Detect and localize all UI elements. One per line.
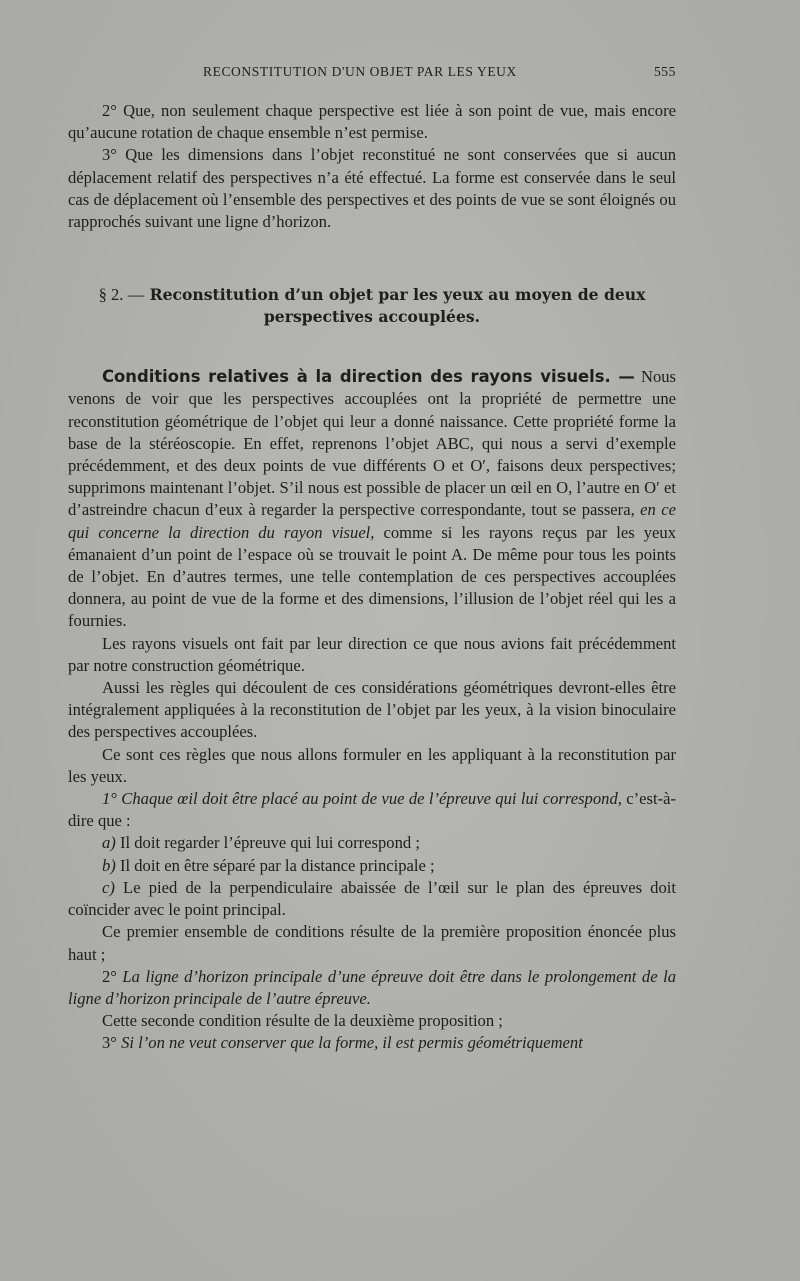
section-symbol: § 2. — (98, 285, 145, 305)
section-heading (68, 284, 676, 328)
running-title: RECONSTITUTION D'UN OBJET PAR LES YEUX (203, 64, 517, 79)
paragraph-rays: Les rayons visuels ont fait par leur direction ce que nous avions fait précédemment par notre construction géométrique. (68, 633, 676, 675)
rule-2-italic: La ligne d’horizon principale d’une épreuve doit être dans le prolongement de la ligne d’horizon principale de l’autre épreuve. (68, 966, 676, 1008)
sub-item-a (68, 832, 676, 854)
paragraph-rules: Aussi les règles qui découlent de ces considérations géométriques devront-elles être intégralement appliquées à la reconstitution de l’objet par les yeux, à la vision binoculaire des perspectives accouplées. (68, 678, 676, 742)
rule-1 (68, 788, 676, 832)
sub-item-b (68, 855, 676, 877)
sub-item-text: Le pied de la perpendiculaire abaissée de l’œil sur le plan des épreuves doit coïncider avec le point principal. (68, 877, 676, 920)
running-header (68, 64, 676, 84)
paragraph-conditions (68, 366, 676, 632)
sub-item-text: Il doit en être séparé par la distance principale ; (115, 855, 435, 875)
rule-1-rest: c’est-à-dire que : (68, 789, 677, 831)
rule-1-italic: 1° Chaque œil doit être placé au point de vue de l’épreuve qui lui correspond, (102, 789, 622, 809)
page-number: 555 (653, 64, 676, 79)
paragraph-proposition-2: 2° Que, non seulement chaque perspective est liée à son point de vue, mais encore qu’aucune rotation de chaque ensemble n’est permise. (68, 101, 676, 143)
page-body (68, 100, 676, 1055)
paragraph-formulate: Ce sont ces règles que nous allons formuler en les appliquant à la reconstitution par les yeux. (68, 744, 676, 786)
conditions-text-a: Nous venons de voir que les perspectives accouplées ont la propriété de permettre une reconstitution géométrique de l’objet qui leur a donné naissance. Cette propriété forme la base de la stéréoscopie. En effet, reprenons l’objet ABC, qui nous a servi d’exemple précédemment, et des deux points de vue différents O et O′, faisons deux perspectives; supprimons maintenant l’objet. S’il nous est possible de placer un œil en O, l’autre en O′ et d’astreindre chacun d’eux à regarder la perspective correspondante, tout se passera, (68, 367, 676, 520)
sub-item-text: Il doit regarder l’épreuve qui lui correspond ; (115, 833, 420, 853)
sub-item-c (68, 877, 676, 921)
rule-3-italic: Si l’on ne veut conserver que la forme, il est permis géométriquement (116, 1033, 583, 1053)
sub-item-letter: b) (102, 855, 116, 875)
rule-2 (68, 966, 676, 1010)
conditions-text-b: comme si les rayons reçus par les yeux émanaient d’un point de l’espace où se trouvait le point A. De même pour tous les points de l’objet. En d’autres termes, une telle contemplation de ces perspectives accouplées donnera, au point de vue de la forme et des dimensions, l’illusion de l’objet réel qui les a fournies. (68, 522, 677, 631)
rule-3 (68, 1032, 676, 1054)
paragraph-proposition-3: 3° Que les dimensions dans l’objet reconstitué ne sont conservées que si aucun déplacement relatif des perspectives n’a été effectué. La forme est conservée dans le seul cas de déplacement où l’ensemble des perspectives et des points de vue se sont éloignés ou rapprochés suivant une ligne d’horizon. (68, 145, 676, 232)
sub-item-letter: c) (102, 877, 115, 897)
conditions-text-italic: en ce qui concerne la direction du rayon visuel, (68, 500, 676, 542)
paragraph-second: Cette seconde condition résulte de la deuxième proposition ; (102, 1011, 503, 1031)
subsection-heading: Conditions relatives à la direction des rayons visuels. — (102, 367, 635, 387)
rule-2-num: 2° (102, 966, 117, 986)
section-title: Reconstitution d’un objet par les yeux au moyen de deux perspectives accouplées. (149, 285, 646, 327)
rule-3-num: 3° (102, 1033, 117, 1053)
sub-item-letter: a) (102, 833, 116, 853)
paragraph-first-set: Ce premier ensemble de conditions résulte de la première proposition énoncée plus haut ; (68, 922, 676, 964)
